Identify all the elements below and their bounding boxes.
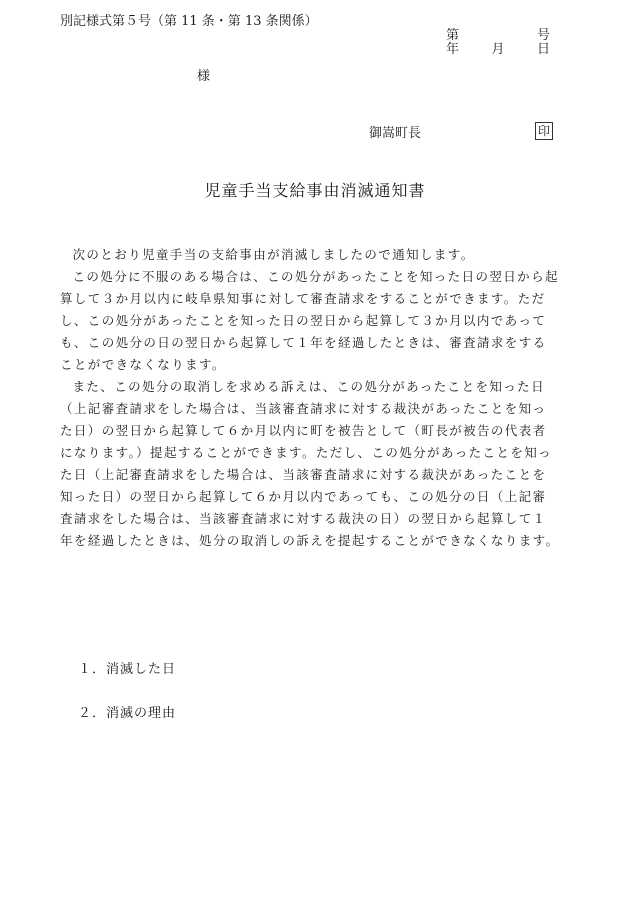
date-day: 日 [536, 42, 550, 57]
date-month: 月 [491, 42, 505, 57]
item-label: 消滅した日 [106, 662, 177, 677]
issue-date [446, 38, 550, 57]
issuer: 御嵩町長 [369, 126, 422, 141]
form-label: 別記様式第５号（第 11 条・第 13 条関係） [60, 14, 318, 29]
document-number-prefix: 第 [446, 28, 460, 43]
item-number: １． [78, 662, 107, 677]
notice-body [60, 244, 560, 552]
date-year: 年 [446, 42, 460, 57]
document-title: 児童手当支給事由消滅通知書 [204, 181, 426, 200]
notice-paragraph: 次のとおり児童手当の支給事由が消滅しましたので通知します。 [72, 247, 475, 262]
document-number-suffix: 号 [536, 28, 550, 43]
item-extinguished-reason [78, 702, 176, 721]
seal-stamp: 印 [535, 122, 553, 140]
notice-paragraph: この処分に不服のある場合は、この処分があったことを知った日の翌日から起算して３か月以内に岐阜県知事に対して審査請求をすることができます。ただし、この処分があったことを知った日の翌日から起算して３か月以内であっても、この処分の日の翌日から起算して１年を経過したときは、審査請求をすることができなくなります。 [60, 269, 559, 372]
notice-paragraph: また、この処分の取消しを求める訴えは、この処分があったことを知った日（上記審査請求をした場合は、当該審査請求に対する裁決があったことを知った日）の翌日から起算して６か月以内に町を被告として（町長が被告の代表者になります。）提起することができます。ただし、この処分があったことを知った日（上記審査請求をした場合は、当該審査請求に対する裁決があったことを知った日）の翌日から起算して６か月以内であっても、この処分の日（上記審査請求をした場合は、当該審査請求に対する裁決の日）の翌日から起算して１年を経過したときは、処分の取消しの訴えを提起することができなくなります。 [60, 379, 560, 548]
addressee: 様 [197, 69, 211, 84]
item-extinguished-date [78, 658, 176, 677]
item-label: 消滅の理由 [106, 706, 177, 721]
item-number: ２． [78, 706, 107, 721]
